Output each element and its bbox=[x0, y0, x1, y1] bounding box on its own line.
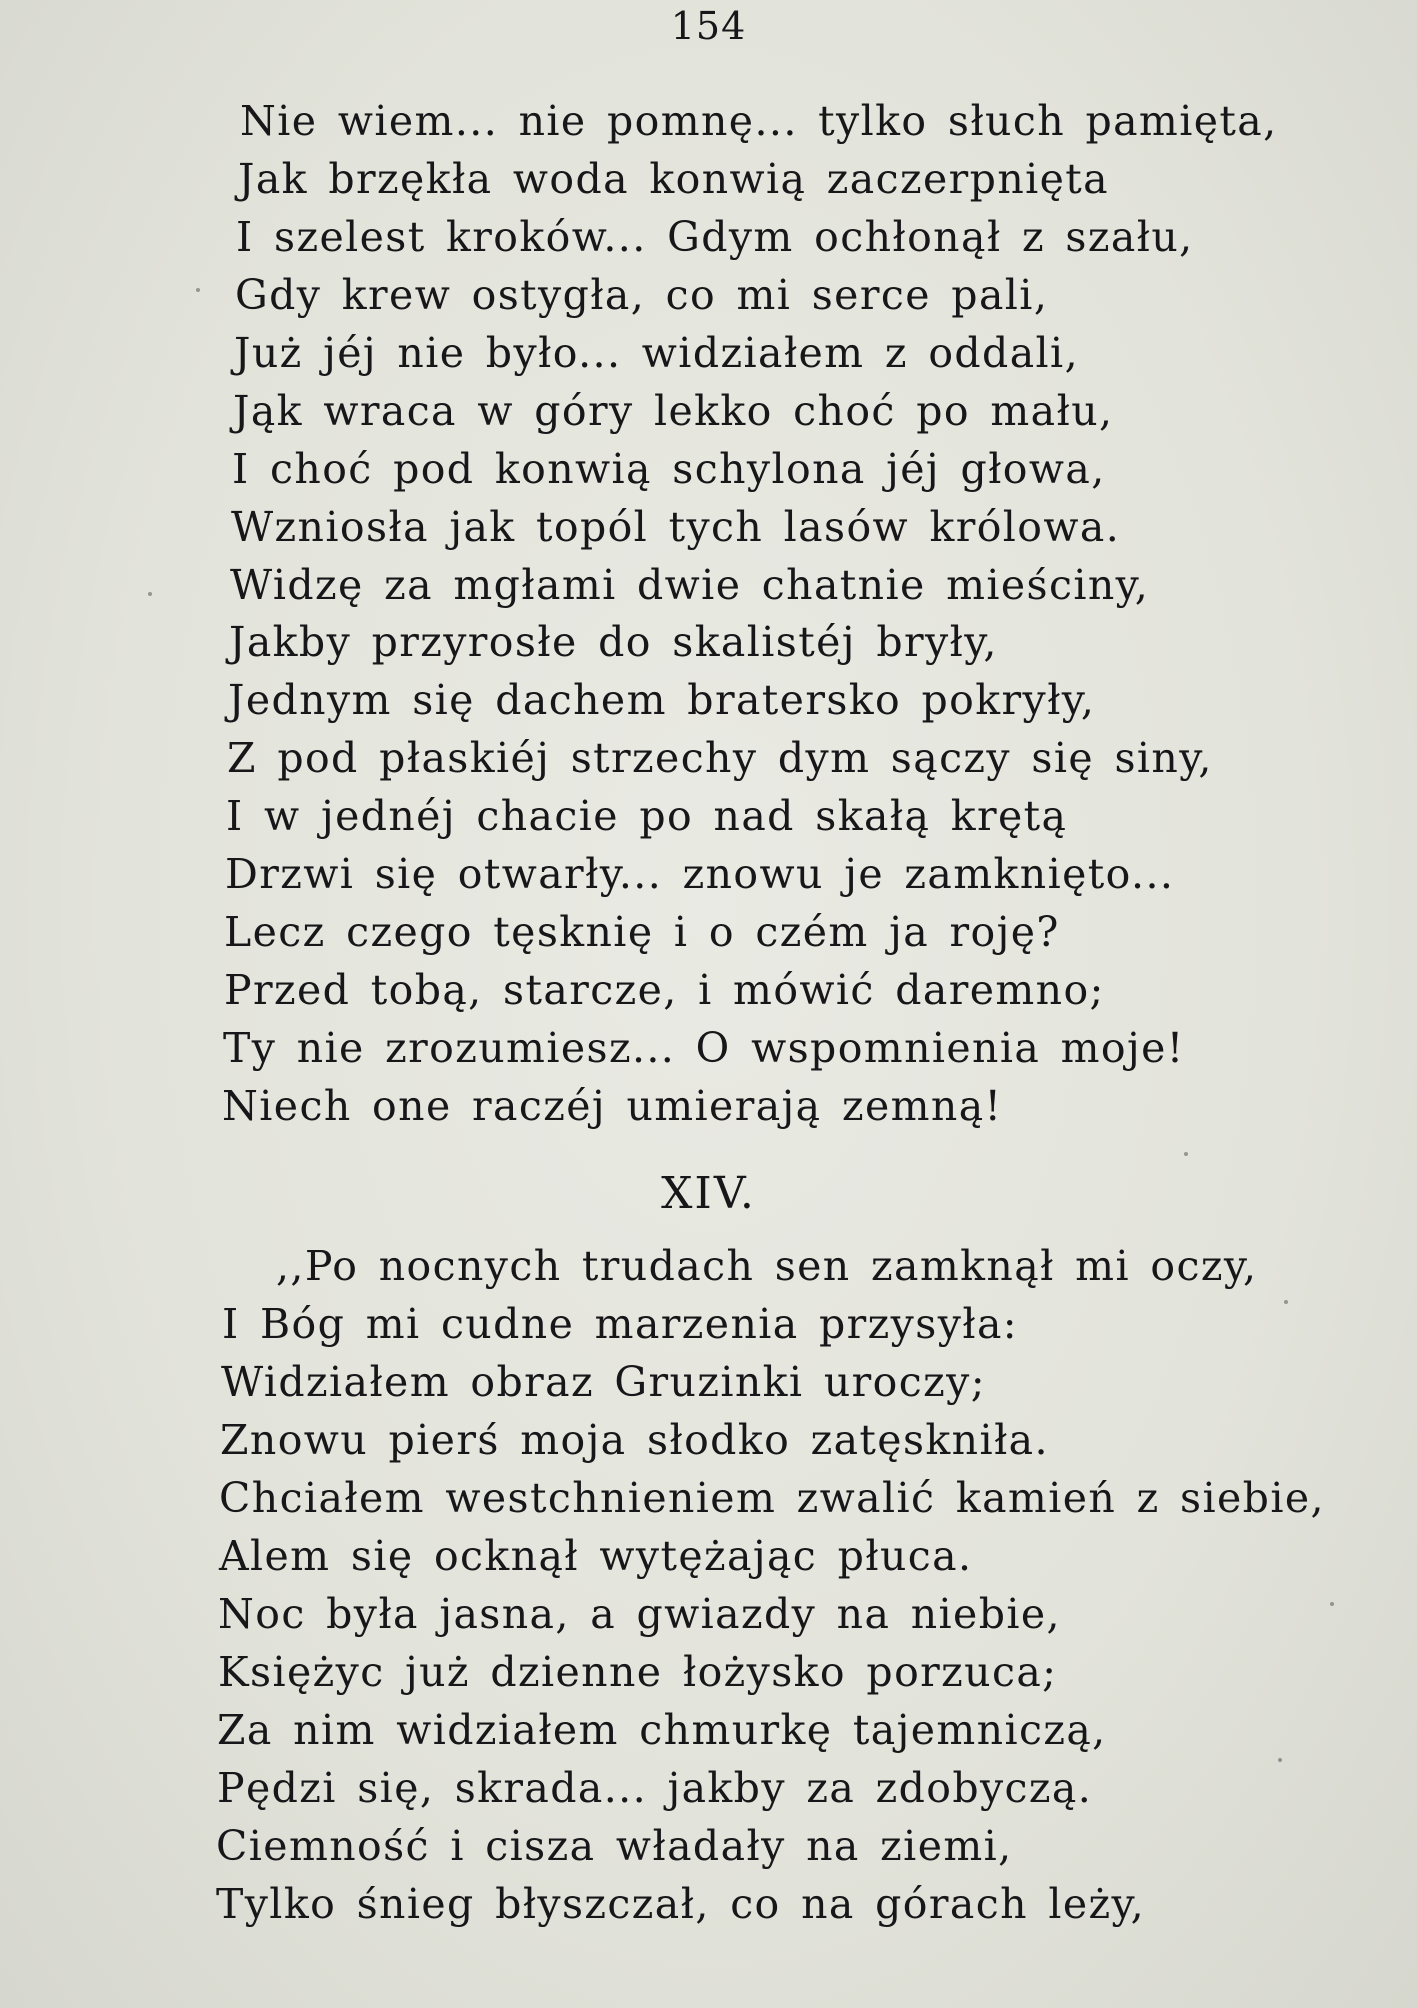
verse-line: Wzniosła jak topól tych lasów królowa. bbox=[231, 503, 1121, 551]
paper-speck bbox=[1284, 1300, 1288, 1304]
verse-line: Widziałem obraz Gruzinki uroczy; bbox=[221, 1358, 986, 1406]
verse-line: Jak brzękła woda konwią zaczerpnięta bbox=[238, 155, 1110, 203]
page-number: 154 bbox=[670, 4, 747, 48]
verse-line: Z pod płaskiéj strzechy dym sączy się siny, bbox=[227, 734, 1213, 782]
verse-line: Już jéj nie było... widziałem z oddali, bbox=[234, 329, 1079, 377]
verse-line: Pędzi się, skrada... jakby za zdobyczą. bbox=[217, 1764, 1093, 1812]
verse-line: Gdy krew ostygła, co mi serce pali, bbox=[235, 271, 1049, 319]
verse-line: Alem się ocknął wytężając płuca. bbox=[219, 1532, 973, 1580]
verse-line: Widzę za mgłami dwie chatnie mieściny, bbox=[230, 561, 1150, 609]
verse-line: I Bóg mi cudne marzenia przysyła: bbox=[222, 1300, 1019, 1348]
verse-line: Drzwi się otwarły... znowu je zamknięto... bbox=[225, 850, 1175, 898]
verse-line: Jakby przyrosłe do skalistéj bryły, bbox=[229, 618, 998, 666]
verse-line: Jednym się dachem bratersko pokryły, bbox=[228, 676, 1096, 724]
verse-line: I w jednéj chacie po nad skałą krętą bbox=[226, 792, 1068, 840]
verse-line: ,,Po nocnych trudach sen zamknął mi oczy, bbox=[276, 1242, 1258, 1290]
section-heading: XIV. bbox=[661, 1168, 756, 1219]
paper-speck bbox=[148, 592, 152, 596]
paper-speck bbox=[196, 288, 200, 292]
verse-line: Niech one raczéj umierają zemną! bbox=[222, 1082, 1003, 1130]
verse-line: I choć pod konwią schylona jéj głowa, bbox=[232, 445, 1106, 493]
verse-line: Ciemność i cisza władały na ziemi, bbox=[216, 1822, 1013, 1870]
paper-speck bbox=[1278, 1758, 1282, 1762]
verse-line: Ty nie zrozumiesz... O wspomnienia moje! bbox=[223, 1024, 1185, 1072]
verse-line: Lecz czego tęsknię i o czém ja roję? bbox=[224, 908, 1060, 956]
verse-line: Nie wiem... nie pomnę... tylko słuch pamięta, bbox=[240, 97, 1278, 145]
verse-line: Chciałem westchnieniem zwalić kamień z siebie, bbox=[219, 1474, 1325, 1522]
verse-line: I szelest kroków... Gdym ochłonął z szału, bbox=[236, 213, 1194, 261]
verse-line: Księżyc już dzienne łożysko porzuca; bbox=[218, 1648, 1058, 1696]
verse-line: Przed tobą, starcze, i mówić daremno; bbox=[224, 966, 1105, 1014]
verse-line: Za nim widziałem chmurkę tajemniczą, bbox=[217, 1706, 1107, 1754]
paper-speck bbox=[1330, 1602, 1334, 1606]
verse-line: Znowu pierś moja słodko zatęskniła. bbox=[220, 1416, 1049, 1464]
verse-line: Jąk wraca w góry lekko choć po mału, bbox=[233, 387, 1114, 435]
paper-speck bbox=[1184, 1152, 1188, 1156]
verse-line: Noc była jasna, a gwiazdy na niebie, bbox=[218, 1590, 1061, 1638]
verse-line: Tylko śnieg błyszczał, co na górach leży, bbox=[216, 1880, 1146, 1928]
